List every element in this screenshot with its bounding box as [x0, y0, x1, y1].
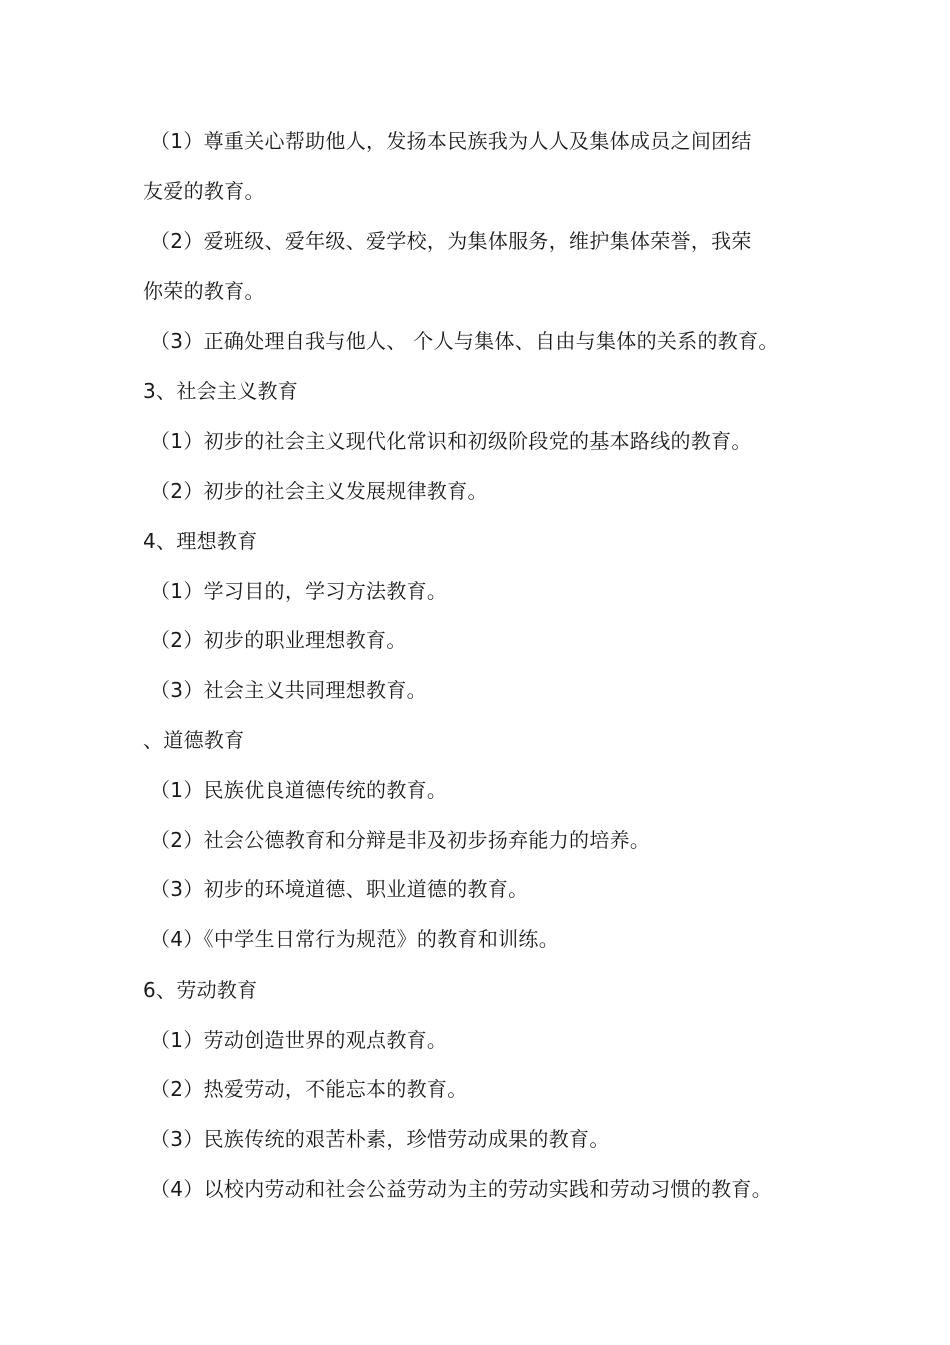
paragraph-line: （1）初步的社会主义现代化常识和初级阶段党的基本路线的教育。: [150, 429, 752, 453]
paragraph-line: （1）学习目的，学习方法教育。: [150, 579, 448, 603]
section-heading: 6、劳动教育: [143, 978, 258, 1002]
paragraph-line: （1）尊重关心帮助他人，发扬本民族我为人人及集体成员之间团结: [150, 129, 752, 153]
paragraph-line: （1）民族优良道德传统的教育。: [150, 778, 448, 802]
paragraph-line: 友爱的教育。: [143, 179, 265, 203]
section-heading: 4、理想教育: [143, 529, 258, 553]
paragraph-line: （3）初步的环境道德、职业道德的教育。: [150, 877, 529, 901]
section-heading: 3、社会主义教育: [143, 379, 299, 403]
section-heading: 、道德教育: [143, 728, 245, 752]
paragraph-line: （2）初步的社会主义发展规律教育。: [150, 479, 488, 503]
paragraph-line: （2）爱班级、爱年级、爱学校，为集体服务，维护集体荣誉，我荣: [150, 229, 752, 253]
paragraph-line: （2）热爱劳动，不能忘本的教育。: [150, 1077, 468, 1101]
paragraph-line: （2）初步的职业理想教育。: [150, 628, 407, 652]
paragraph-line: （3）民族传统的艰苦朴素，珍惜劳动成果的教育。: [150, 1127, 610, 1151]
paragraph-line: （4）以校内劳动和社会公益劳动为主的劳动实践和劳动习惯的教育。: [150, 1177, 773, 1201]
paragraph-line: （3）社会主义共同理想教育。: [150, 678, 427, 702]
paragraph-line: （1）劳动创造世界的观点教育。: [150, 1028, 448, 1052]
paragraph-line: （2）社会公德教育和分辩是非及初步扬弃能力的培养。: [150, 828, 651, 852]
paragraph-line: （3）正确处理自我与他人、 个人与集体、自由与集体的关系的教育。: [150, 329, 779, 353]
paragraph-line: 你荣的教育。: [143, 279, 265, 303]
paragraph-line: （4）《中学生日常行为规范》的教育和训练。: [150, 927, 560, 951]
